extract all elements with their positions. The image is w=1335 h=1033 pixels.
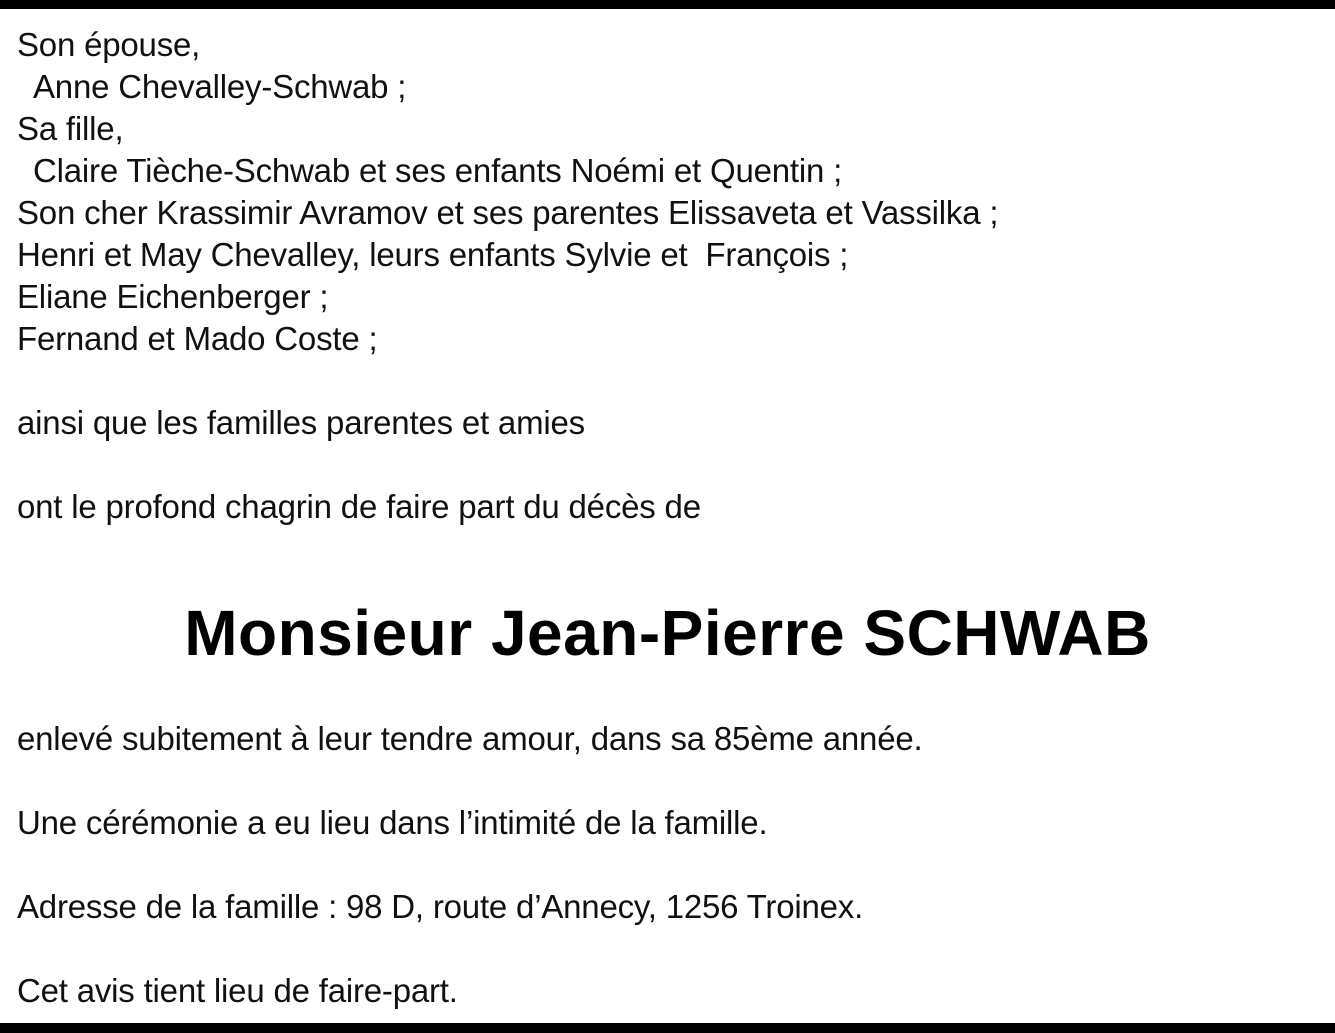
ceremony-line: Une cérémonie a eu lieu dans l’intimité de la famille.	[17, 804, 768, 841]
family-line-daughter-label: Sa fille,	[17, 110, 124, 147]
family-line-spouse-name: Anne Chevalley-Schwab ;	[33, 68, 407, 105]
closing-line: Cet avis tient lieu de faire-part.	[17, 972, 458, 1009]
family-list	[17, 24, 1317, 528]
spacer	[17, 760, 1317, 802]
spacer	[17, 444, 1317, 486]
family-line-daughter-name: Claire Tièche-Schwab et ses enfants Noémi et Quentin ;	[33, 152, 843, 189]
family-line-spouse-label: Son épouse,	[17, 26, 201, 63]
deceased-name: Monsieur Jean-Pierre SCHWAB	[184, 597, 1151, 669]
spacer	[17, 844, 1317, 886]
address-line: Adresse de la famille : 98 D, route d’Annecy, 1256 Troinex.	[17, 888, 864, 925]
family-line-eichenberger: Eliane Eichenberger ;	[17, 278, 329, 315]
circumstance-line: enlevé subitement à leur tendre amour, dans sa 85ème année.	[17, 720, 923, 757]
family-line-chevalley: Henri et May Chevalley, leurs enfants Sylvie et François ;	[17, 236, 849, 273]
relatives-line: ainsi que les familles parentes et amies	[17, 404, 585, 441]
announcement-line: ont le profond chagrin de faire part du décès de	[17, 488, 701, 525]
top-border-rule	[0, 0, 1335, 9]
bottom-border-rule	[0, 1023, 1335, 1033]
details-block	[17, 718, 1317, 1012]
spacer	[17, 928, 1317, 970]
spacer	[17, 360, 1317, 402]
family-line-krassimir: Son cher Krassimir Avramov et ses parentes Elissaveta et Vassilka ;	[17, 194, 999, 231]
family-line-coste: Fernand et Mado Coste ;	[17, 320, 378, 357]
